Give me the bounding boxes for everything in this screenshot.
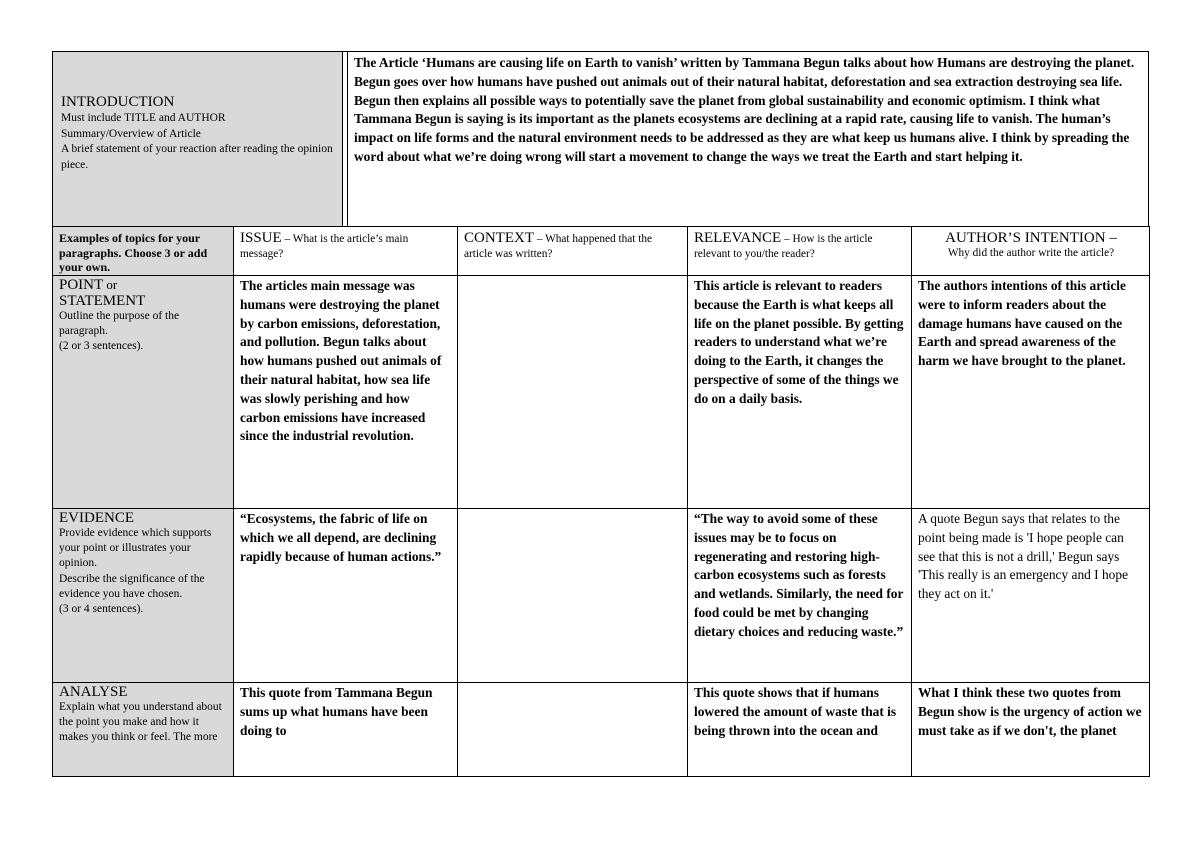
context-header — [458, 227, 688, 276]
evidence-label — [53, 509, 234, 683]
relevance-header-title: RELEVANCE — [694, 230, 782, 246]
analyse-issue-cell[interactable]: This quote from Tammana Begun sums up what humans have been doing to — [234, 683, 458, 777]
intention-header-title: AUTHOR’S INTENTION – — [945, 230, 1117, 246]
worksheet — [52, 51, 1149, 777]
evidence-relevance-cell[interactable]: “The way to avoid some of these issues may be to focus on regenerating and restoring high-carbon ecosystems such as forests and wetlands. Similarly, the need for food could be met by changing dietary choices and reducing waste.” — [688, 509, 912, 683]
evidence-issue-cell[interactable]: “Ecosystems, the fabric of life on which we all depend, are declining rapidly because of human actions.” — [234, 509, 458, 683]
evidence-title: EVIDENCE — [59, 510, 134, 526]
point-desc: (2 or 3 sentences). — [59, 340, 144, 353]
introduction-response[interactable]: The Article ‘Humans are causing life on Earth to vanish’ written by Tammana Begun talks about how Humans are destroying the planet. Begun goes over how humans have pushed out animals out of their natural habitat, deforestation and sea extraction destroying sea life. Begun then explains all possible ways to potentially save the planet from global sustainability and economic optimism. I think what Tammana Begun is saying is its important as the planets ecosystems are declining at a rapid rate, causing life to vanish. The human’s impact on life forms and the natural environment needs to be addressed as they are what keep us humans alive. I think by spreading the word about what we’re doing wrong will start a movement to change the ways we treat the Earth and start helping it. — [354, 55, 1135, 164]
context-header-title: CONTEXT — [464, 230, 534, 246]
point-title: POINT — [59, 277, 104, 293]
point-intention-cell[interactable]: The authors intentions of this article were to inform readers about the damage humans have caused on the Earth and spread awareness of the harm we have brought to the planet. — [912, 276, 1150, 509]
evidence-desc: Describe the significance of the evidence you have chosen. — [59, 572, 205, 600]
introduction-instruction: Must include TITLE and AUTHOR — [61, 112, 226, 124]
issue-header-sub: – What is the article’s main message? — [240, 233, 409, 260]
point-desc: Outline the purpose of the paragraph. — [59, 310, 180, 338]
introduction-section — [52, 51, 1149, 226]
paragraph-planning-table — [52, 226, 1150, 777]
analyse-desc: Explain what you understand about the point you make and how it makes you think or feel. The more — [59, 701, 222, 744]
introduction-heading: INTRODUCTION — [61, 94, 175, 110]
table-row — [53, 683, 1150, 777]
introduction-label — [53, 52, 343, 226]
issue-header-title: ISSUE — [240, 230, 282, 246]
point-issue-cell[interactable]: The articles main message was humans were destroying the planet by carbon emissions, deforestation, and pollution. Begun talks about how humans pushed out animals of their natural habitat, how sea life was slowly perishing and how carbon emissions have increased since the industrial revolution. — [234, 276, 458, 509]
evidence-desc: Provide evidence which supports your point or illustrates your opinion. — [59, 527, 212, 570]
analyse-context-cell[interactable] — [458, 683, 688, 777]
analyse-title: ANALYSE — [59, 684, 128, 700]
topics-header: Examples of topics for your paragraphs. Choose 3 or add your own. — [53, 227, 234, 276]
context-header-sub: – What happened that the article was written? — [464, 233, 653, 260]
evidence-desc: (3 or 4 sentences). — [59, 603, 144, 616]
analyse-relevance-cell[interactable]: This quote shows that if humans lowered the amount of waste that is being thrown into the ocean and — [688, 683, 912, 777]
intention-header-sub: Why did the author write the article? — [947, 247, 1115, 259]
table-row — [53, 509, 1150, 683]
analyse-label — [53, 683, 234, 777]
analyse-intention-cell[interactable]: What I think these two quotes from Begun show is the urgency of action we must take as if we don't, the planet — [912, 683, 1150, 777]
point-relevance-cell[interactable]: This article is relevant to readers because the Earth is what keeps all life on the planet possible. By getting readers to understand what we’re doing to the Earth, it changes the perspective of some of the things we do on a daily basis. — [688, 276, 912, 509]
introduction-instruction: A brief statement of your reaction after reading the opinion piece. — [61, 143, 333, 171]
table-row — [53, 276, 1150, 509]
point-context-cell[interactable] — [458, 276, 688, 509]
point-label — [53, 276, 234, 509]
issue-header — [234, 227, 458, 276]
evidence-intention-cell[interactable]: A quote Begun says that relates to the point being made is 'I hope people can see that this is not a drill,' Begun says 'This really is an emergency and I hope they act on it.' — [912, 509, 1150, 683]
relevance-header — [688, 227, 912, 276]
introduction-instruction: Summary/Overview of Article — [61, 127, 201, 140]
table-header-row — [53, 227, 1150, 276]
point-title-line2: STATEMENT — [59, 293, 146, 309]
relevance-header-sub: – How is the article relevant to you/the reader? — [694, 233, 873, 260]
evidence-context-cell[interactable] — [458, 509, 688, 683]
point-title-suffix: or — [103, 277, 118, 292]
intention-header — [912, 227, 1150, 276]
